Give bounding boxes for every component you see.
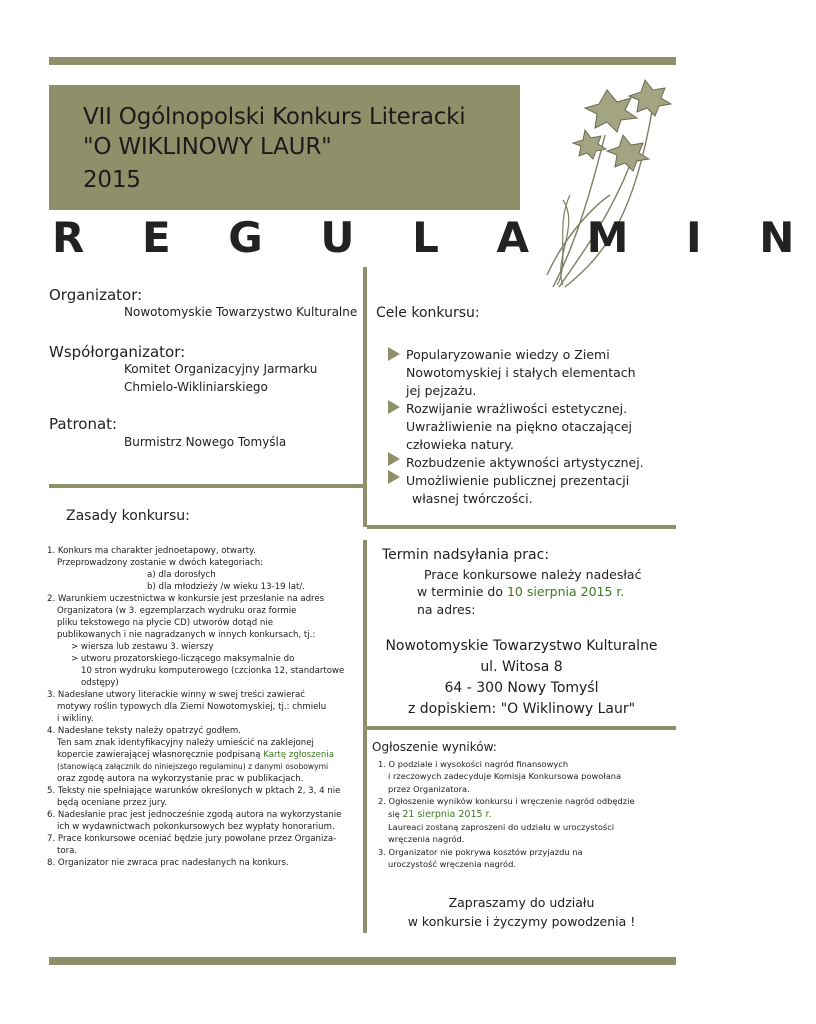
header-year: 2015 bbox=[83, 167, 141, 193]
goal-line: Umożliwienie publicznej prezentacji bbox=[406, 473, 630, 488]
organizer-label: Organizator: bbox=[49, 286, 143, 304]
divider-right-2 bbox=[367, 726, 676, 730]
address-block bbox=[367, 636, 676, 720]
rule-line: 3. Nadesłane utwory literackie winny w swej treści zawierać bbox=[47, 690, 305, 700]
results-line: 1. O podziale i wysokości nagród finansowych bbox=[378, 759, 569, 769]
goal-line: jej pejzażu. bbox=[406, 383, 477, 398]
patron-label: Patronat: bbox=[49, 415, 118, 433]
rule-line: i wikliny. bbox=[57, 714, 94, 724]
results-line: przez Organizatora. bbox=[388, 783, 470, 794]
rule-line: będą oceniane przez jury. bbox=[57, 798, 168, 808]
goal-arrow-3 bbox=[388, 452, 400, 466]
bottom-rule bbox=[49, 957, 676, 965]
goal-line: człowieka natury. bbox=[406, 437, 514, 452]
goal-line: Uwrażliwienie na piękno otaczającej bbox=[406, 419, 633, 434]
closing-line: w konkursie i życzymy powodzenia ! bbox=[407, 914, 636, 929]
deadline-date: 10 sierpnia 2015 r. bbox=[506, 584, 625, 599]
entry-form-link[interactable]: Kartę zgłoszenia bbox=[263, 750, 334, 760]
goals-list bbox=[406, 346, 644, 508]
header-title: VII Ogólnopolski Konkurs Literacki bbox=[83, 104, 466, 130]
deadline-line3: na adres: bbox=[417, 602, 476, 617]
goal-line: Rozwijanie wrażliwości estetycznej. bbox=[406, 401, 628, 416]
results-list bbox=[378, 758, 635, 871]
address-city: 64 - 300 Nowy Tomyśl bbox=[444, 680, 599, 696]
results-line: Laureaci zostaną zaproszeni do udziału w uroczystości bbox=[388, 822, 615, 833]
rule-line: 1. Konkurs ma charakter jednoetapowy, otwarty. bbox=[47, 546, 256, 556]
coorganizer-label: Współorganizator: bbox=[49, 343, 186, 361]
goal-line: Nowotomyskiej i stałych elementach bbox=[406, 365, 636, 380]
goals-label: Cele konkursu: bbox=[376, 305, 480, 321]
coorganizer-value-1: Komitet Organizacyjny Jarmarku bbox=[124, 362, 318, 376]
divider-vertical-upper bbox=[363, 267, 367, 527]
header-contest-name: "O WIKLINOWY LAUR" bbox=[83, 134, 332, 160]
divider-vertical-lower bbox=[363, 540, 367, 933]
rule-line: > utworu prozatorskiego-liczącego maksymalnie do bbox=[71, 654, 295, 664]
deadline-line1: Prace konkursowe należy nadesłać bbox=[424, 567, 642, 582]
rule-line: pliku tekstowego na płycie CD) utworów dotąd nie bbox=[57, 618, 274, 628]
rule-line: Organizatora (w 3. egzemplarzach wydruku oraz formie bbox=[57, 606, 297, 616]
top-rule bbox=[49, 57, 676, 65]
rules-label: Zasady konkursu: bbox=[66, 508, 190, 524]
rule-line: Ten sam znak identyfikacyjny należy umieścić na zaklejonej bbox=[57, 738, 314, 748]
deadline-line2 bbox=[417, 584, 624, 599]
rule-line bbox=[47, 749, 359, 761]
patron-value: Burmistrz Nowego Tomyśla bbox=[124, 435, 287, 449]
divider-left bbox=[49, 484, 363, 488]
results-date: 21 sierpnia 2015 r. bbox=[402, 808, 492, 820]
rule-line: 5. Teksty nie spełniające warunków określonych w pktach 2, 3, 4 nie bbox=[47, 786, 341, 796]
results-line: 2. Ogłoszenie wyników konkursu i wręczenie nagród odbędzie bbox=[378, 796, 635, 807]
rule-line: oraz zgodę autora na wykorzystanie prac w publikacjach. bbox=[57, 774, 304, 784]
rule-line: odstępy) bbox=[81, 678, 119, 688]
page-title: R E G U L A M I N bbox=[52, 213, 816, 262]
rule-line: 2. Warunkiem uczestnictwa w konkursie jest przesłanie na adres bbox=[47, 594, 325, 604]
address-org: Nowotomyskie Towarzystwo Kulturalne bbox=[385, 638, 658, 654]
address-note: z dopiskiem: "O Wiklinowy Laur" bbox=[407, 701, 636, 717]
rule-line: tora. bbox=[57, 846, 78, 856]
organizer-value: Nowotomyskie Towarzystwo Kulturalne bbox=[124, 305, 358, 319]
rule-line: (stanowiącą załącznik do niniejszego regulaminu) z danymi osobowymi bbox=[57, 762, 329, 771]
results-prefix: się bbox=[388, 808, 400, 819]
rule-line: 7. Prace konkursowe oceniać będzie jury powołane przez Organiza- bbox=[47, 834, 337, 844]
rule-line: a) dla dorosłych bbox=[147, 570, 216, 580]
results-line: wręczenia nagród. bbox=[388, 834, 465, 845]
goal-arrow-1 bbox=[388, 347, 400, 361]
results-line: i rzeczowych zadecyduje Komisja Konkursowa powołana bbox=[388, 771, 622, 782]
rule-line: motywy roślin typowych dla Ziemi Nowotomyskiej, tj.: chmielu bbox=[57, 702, 327, 712]
rule-line: publikowanych i nie nagradzanych w innych konkursach, tj.: bbox=[57, 630, 316, 640]
results-label: Ogłoszenie wyników: bbox=[372, 740, 497, 754]
results-line: uroczystość wręczenia nagród. bbox=[388, 859, 516, 870]
address-street: ul. Witosa 8 bbox=[480, 659, 563, 675]
goal-arrow-4 bbox=[388, 470, 400, 484]
coorganizer-value-2: Chmielo-Wikliniarskiego bbox=[124, 380, 268, 394]
results-line: 3. Organizator nie pokrywa kosztów przyjazdu na bbox=[378, 846, 583, 857]
rule-line: Przeprowadzony zostanie w dwóch kategoriach: bbox=[57, 558, 264, 568]
goal-arrow-2 bbox=[388, 400, 400, 414]
rule-line: b) dla młodzieży /w wieku 13-19 lat/. bbox=[147, 582, 306, 592]
divider-right-1 bbox=[367, 525, 676, 529]
rule-line: 8. Organizator nie zwraca prac nadesłanych na konkurs. bbox=[47, 858, 289, 868]
rule-line: ich w wydawnictwach pokonkursowych bez wypłaty honorarium. bbox=[57, 822, 335, 832]
results-line bbox=[378, 808, 635, 821]
rule-line: 10 stron wydruku komputerowego (czcionka 12, standartowe bbox=[81, 666, 345, 676]
closing-block bbox=[367, 893, 676, 931]
rule-line: > wiersza lub zestawu 3. wierszy bbox=[71, 642, 214, 652]
goal-line: Popularyzowanie wiedzy o Ziemi bbox=[406, 347, 610, 362]
deadline-prefix: w terminie do bbox=[417, 584, 503, 599]
rule-line: 6. Nadesłanie prac jest jednocześnie zgodą autora na wykorzystanie bbox=[47, 810, 342, 820]
closing-line: Zapraszamy do udziału bbox=[448, 895, 595, 910]
rule-line: 4. Nadesłane teksty należy opatrzyć godłem. bbox=[47, 726, 241, 736]
goal-line: Rozbudzenie aktywności artystycznej. bbox=[406, 455, 644, 470]
rule-text: kopercie zawierającej własnoręcznie podpisaną bbox=[57, 750, 261, 760]
goal-line: własnej twórczości. bbox=[412, 491, 533, 506]
rules-list bbox=[47, 545, 359, 869]
deadline-label: Termin nadsyłania prac: bbox=[382, 547, 550, 563]
